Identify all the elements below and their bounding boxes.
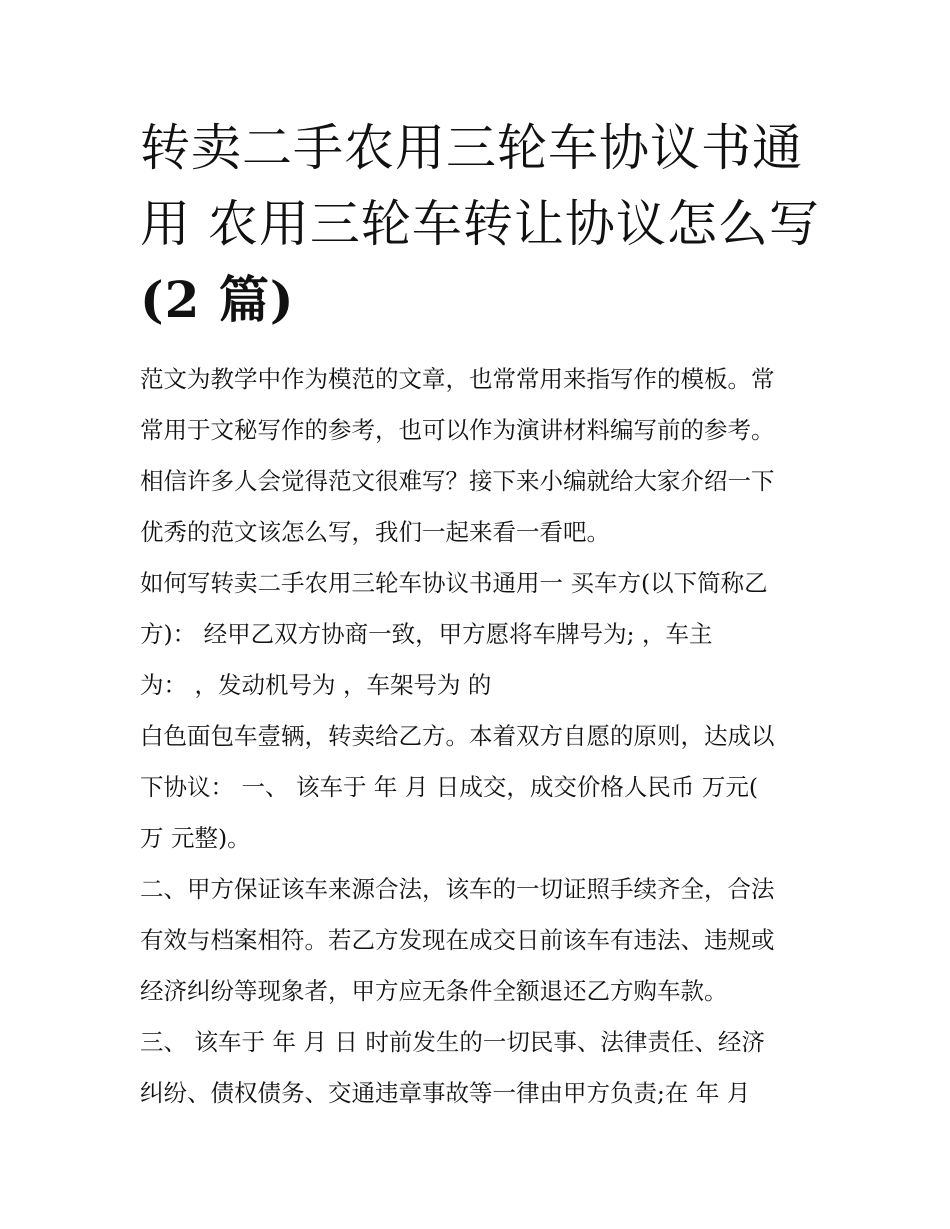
body-line: 如何写转卖二手农用三轮车协议书通用一 买车方(以下简称乙 <box>140 569 768 597</box>
document-title <box>140 110 820 338</box>
body-line: 方)： 经甲乙双方协商一致，甲方愿将车牌号为; ，车主 <box>140 620 713 648</box>
body-line: 有效与档案相符。若乙方发现在成交日前该车有违法、违规或 <box>140 926 775 954</box>
body-line: 下协议： 一、 该车于 年 月 日成交，成交价格人民币 万元( <box>140 773 758 801</box>
title-line-2: 用 农用三轮车转让协议怎么写 <box>140 195 820 253</box>
title-line-1: 转卖二手农用三轮车协议书通 <box>140 119 803 177</box>
body-line: 三、 该车于 年 月 日 时前发生的一切民事、法律责任、经济 <box>140 1028 765 1056</box>
body-line: 常用于文秘写作的参考，也可以作为演讲材料编写前的参考。 <box>140 416 775 444</box>
body-line: 相信许多人会觉得范文很难写？接下来小编就给大家介绍一下 <box>140 467 775 495</box>
body-line: 二、甲方保证该车来源合法，该车的一切证照手续齐全，合法 <box>140 875 775 903</box>
body-line: 范文为教学中作为模范的文章，也常常用来指写作的模板。常 <box>140 365 775 393</box>
body-line: 万 元整)。 <box>140 824 251 852</box>
title-line-3: (2 篇) <box>140 270 295 329</box>
document-body <box>140 354 815 1119</box>
body-line: 白色面包车壹辆，转卖给乙方。本着双方自愿的原则，达成以 <box>140 722 775 750</box>
body-line: 优秀的范文该怎么写，我们一起来看一看吧。 <box>140 518 610 546</box>
body-line: 经济纠纷等现象者，甲方应无条件全额退还乙方购车款。 <box>140 977 728 1005</box>
body-line: 为： ，发动机号为 ，车架号为 的 <box>140 671 492 699</box>
body-line: 纠纷、债权债务、交通违章事故等一律由甲方负责;在 年 月 <box>140 1079 751 1107</box>
